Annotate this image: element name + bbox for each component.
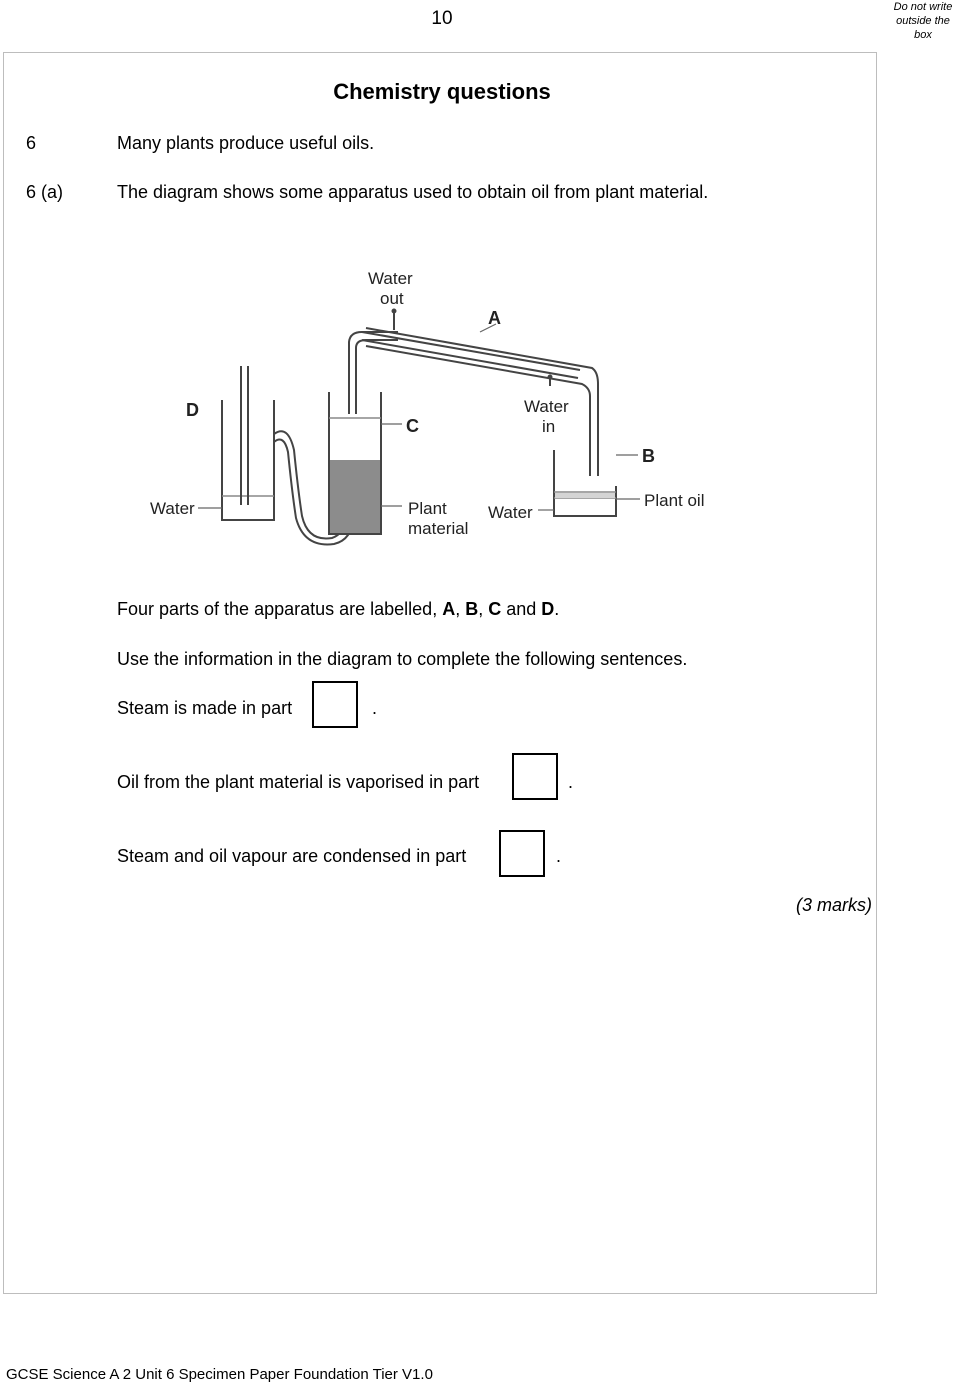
marks: (3 marks) bbox=[796, 895, 872, 915]
apparatus-diagram bbox=[140, 262, 730, 552]
section-title: Chemistry questions bbox=[333, 79, 551, 104]
margin-note-line: Do not write bbox=[893, 1, 953, 13]
answer-frame bbox=[3, 52, 877, 1294]
beaker-b bbox=[554, 450, 616, 516]
info-and: and bbox=[501, 599, 542, 619]
info-label-d: D bbox=[541, 599, 555, 619]
info-separator: , bbox=[455, 599, 466, 619]
info-label-b: B bbox=[465, 599, 479, 619]
answer-box-3[interactable] bbox=[499, 830, 545, 877]
answer-box-1[interactable] bbox=[312, 681, 358, 728]
info-prefix: Four parts of the apparatus are labelled, bbox=[117, 599, 443, 619]
footer: GCSE Science A 2 Unit 6 Specimen Paper Foundation Tier V1.0 bbox=[6, 1366, 433, 1383]
label-plant-material: Plant bbox=[408, 499, 447, 518]
question-intro: Many plants produce useful oils. bbox=[117, 133, 375, 153]
sentence-2-end: . bbox=[568, 772, 574, 792]
sentence-2: Oil from the plant material is vaporised in part bbox=[117, 772, 480, 792]
label-plant-oil: Plant oil bbox=[644, 491, 705, 510]
label-water: Water bbox=[150, 499, 195, 518]
plant-material-fill bbox=[330, 460, 380, 533]
sentence-1: Steam is made in part bbox=[117, 698, 293, 718]
info-separator: , bbox=[478, 599, 489, 619]
info-end: . bbox=[554, 599, 560, 619]
question-number: 6 bbox=[26, 133, 37, 153]
label-b: B bbox=[642, 446, 655, 466]
margin-note-line: box bbox=[914, 29, 932, 41]
margin-note bbox=[890, 0, 956, 42]
sentence-3-end: . bbox=[556, 846, 562, 866]
plant-oil-layer bbox=[555, 493, 615, 498]
part-text: The diagram shows some apparatus used to obtain oil from plant material. bbox=[117, 182, 709, 202]
label-water: Water bbox=[488, 503, 533, 522]
sentence-1-end: . bbox=[372, 698, 378, 718]
margin-note-line: outside the bbox=[896, 15, 950, 27]
label-plant-material: material bbox=[408, 519, 469, 538]
sentence-3: Steam and oil vapour are condensed in part bbox=[117, 846, 467, 866]
label-d: D bbox=[186, 400, 199, 420]
page-number: 10 bbox=[431, 8, 453, 29]
info-label-c: C bbox=[488, 599, 502, 619]
label-c: C bbox=[406, 416, 419, 436]
info-sentence bbox=[117, 598, 559, 620]
info-label-a: A bbox=[442, 599, 456, 619]
label-water-out: out bbox=[380, 289, 404, 308]
label-water-out: Water bbox=[368, 269, 413, 288]
answer-box-2[interactable] bbox=[512, 753, 558, 800]
instruction: Use the information in the diagram to complete the following sentences. bbox=[117, 649, 688, 669]
label-water-in: Water bbox=[524, 397, 569, 416]
label-a: A bbox=[488, 308, 501, 328]
label-water-in: in bbox=[542, 417, 556, 436]
part-number: 6 (a) bbox=[26, 182, 64, 202]
